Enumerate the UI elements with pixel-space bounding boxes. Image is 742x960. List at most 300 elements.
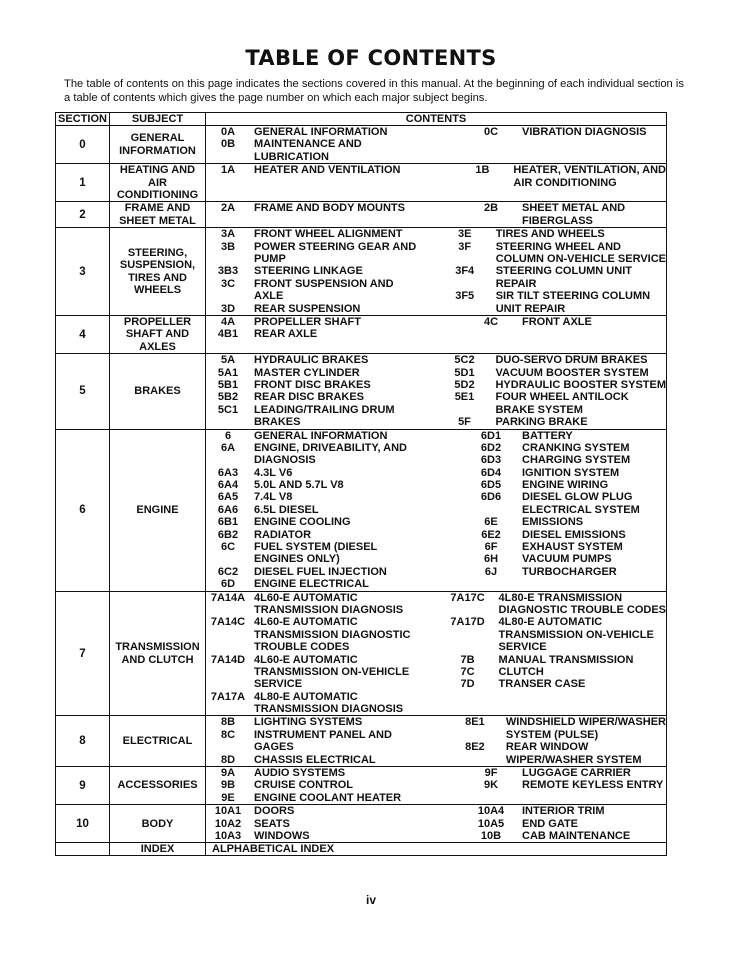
left-contents-column — [206, 805, 464, 842]
left-contents-column — [206, 202, 464, 227]
contents-entry[interactable] — [464, 467, 666, 479]
section-code: 9F — [484, 767, 498, 780]
section-number: 0 — [56, 126, 110, 164]
section-code: 7A17D — [450, 616, 485, 629]
contents-entry[interactable] — [206, 616, 441, 628]
contents-entry[interactable] — [455, 177, 666, 189]
contents-entry[interactable] — [464, 202, 666, 214]
entry-label: VACUUM BOOSTER SYSTEM — [495, 366, 649, 379]
section-code: 8D — [220, 753, 236, 766]
contents-entry[interactable] — [464, 779, 666, 791]
section-code — [206, 678, 250, 690]
entry-label: REAR SUSPENSION — [254, 302, 361, 315]
contents-entry[interactable] — [464, 818, 666, 830]
index-row — [56, 843, 667, 856]
toc-body — [56, 126, 667, 843]
contents-entry[interactable] — [206, 467, 464, 479]
contents-entry[interactable] — [206, 641, 441, 653]
contents-entry[interactable] — [464, 126, 666, 138]
subject-line: HEATING AND — [119, 164, 196, 177]
contents-entry[interactable] — [206, 265, 438, 277]
contents-entry[interactable] — [448, 716, 666, 728]
contents-entry[interactable] — [438, 303, 666, 315]
section-code: 5C1 — [217, 403, 239, 416]
right-contents-column — [464, 202, 666, 227]
contents-entry[interactable] — [441, 678, 666, 690]
contents-entry[interactable] — [206, 629, 441, 641]
contents-entry[interactable] — [441, 641, 666, 653]
entry-label: TURBOCHARGER — [522, 565, 617, 578]
contents-entry[interactable] — [206, 703, 441, 715]
contents-entry[interactable] — [464, 479, 666, 491]
subject-line: AXLES — [139, 340, 176, 353]
entry-label: AXLE — [254, 290, 284, 303]
contents-entry[interactable] — [437, 367, 666, 379]
contents-entry[interactable] — [441, 654, 666, 666]
subject-cell — [110, 202, 206, 228]
section-number: 10 — [56, 805, 110, 843]
entry-label: ENGINE WIRING — [522, 479, 609, 492]
entry-label: DIAGNOSIS — [254, 454, 316, 467]
section-number: 5 — [56, 354, 110, 429]
right-contents-column — [464, 805, 666, 842]
contents-entry[interactable] — [206, 729, 448, 741]
toc-row — [56, 126, 667, 164]
contents-entry[interactable] — [464, 830, 666, 842]
section-code — [206, 253, 250, 265]
contents-entry[interactable] — [206, 404, 437, 416]
subject-line: WHEELS — [133, 283, 182, 296]
section-code — [206, 151, 250, 163]
left-contents-column — [206, 430, 464, 591]
contents-entry[interactable] — [206, 805, 464, 817]
contents-cell — [206, 716, 667, 767]
section-code: 10A3 — [214, 830, 242, 842]
contents-entry[interactable] — [206, 592, 441, 604]
contents-cell — [206, 767, 667, 805]
contents-entry[interactable] — [206, 830, 464, 842]
section-code: 6J — [484, 565, 498, 578]
toc-row — [56, 315, 667, 353]
section-code — [206, 416, 250, 428]
entry-label: MANUAL TRANSMISSION — [498, 653, 634, 666]
contents-entry[interactable] — [464, 454, 666, 466]
contents-entry[interactable] — [448, 754, 666, 766]
subject-line: TIRES AND — [128, 271, 187, 284]
page-title: TABLE OF CONTENTS — [245, 46, 497, 70]
section-code — [441, 604, 495, 616]
entry-label: EXHAUST SYSTEM — [522, 541, 623, 554]
contents-entry[interactable] — [437, 354, 666, 366]
contents-entry[interactable] — [438, 228, 666, 240]
entry-label: SYSTEM (PULSE) — [505, 728, 599, 741]
subject-line: GENERAL — [130, 132, 185, 145]
section-code — [206, 741, 250, 753]
contents-entry[interactable] — [464, 442, 666, 454]
contents-entry[interactable] — [437, 404, 666, 416]
section-code — [206, 703, 250, 715]
contents-entry[interactable] — [441, 666, 666, 678]
entry-label: PROPELLER SHAFT — [254, 315, 361, 328]
contents-entry[interactable] — [464, 553, 666, 565]
contents-entry[interactable] — [441, 604, 666, 616]
entry-label: FRONT DISC BRAKES — [254, 378, 371, 391]
entry-label: BATTERY — [522, 429, 573, 442]
entry-label: TRANSMISSION ON-VEHICLE — [254, 665, 410, 678]
section-code: 5C2 — [454, 354, 475, 367]
entry-label: INSTRUMENT PANEL AND — [254, 728, 392, 741]
section-code — [441, 629, 495, 641]
entry-label: REPAIR — [495, 277, 537, 290]
entry-label: ENGINE COOLANT HEATER — [254, 791, 402, 804]
section-code: 5F — [458, 416, 471, 429]
entry-label: 4L80-E AUTOMATIC — [254, 690, 358, 703]
contents-entry[interactable] — [455, 164, 666, 176]
contents-entry[interactable] — [441, 616, 666, 628]
toc-row — [56, 429, 667, 591]
section-code: 3A — [220, 228, 236, 241]
contents-entry[interactable] — [438, 265, 666, 277]
entry-label: FUEL SYSTEM (DIESEL — [254, 541, 378, 554]
section-code — [206, 290, 250, 302]
section-code: 6C — [220, 541, 236, 554]
section-code: 5B2 — [217, 391, 239, 404]
contents-entry[interactable] — [206, 779, 464, 791]
entry-label: FRONT WHEEL ALIGNMENT — [254, 228, 403, 241]
entry-label: DUO-SERVO DRUM BRAKES — [495, 354, 648, 367]
page-number: iv — [365, 893, 376, 907]
subject-line: ELECTRICAL — [122, 735, 193, 748]
contents-entry[interactable] — [438, 290, 666, 302]
toc-row — [56, 591, 667, 716]
contents-entry[interactable] — [206, 442, 464, 454]
subject-cell — [110, 354, 206, 429]
contents-entry[interactable] — [206, 553, 464, 565]
subject-cell — [110, 591, 206, 716]
section-code — [455, 177, 509, 189]
section-code: 5A1 — [217, 366, 239, 379]
subject-cell — [110, 716, 206, 767]
entry-label: 4L80-E TRANSMISSION — [498, 591, 623, 604]
left-contents-column — [206, 316, 464, 341]
entry-label: MAINTENANCE AND — [254, 138, 362, 151]
entry-label: CHASSIS ELECTRICAL — [254, 753, 376, 766]
entry-label: ENGINE COOLING — [254, 516, 351, 529]
entry-label: TROUBLE CODES — [254, 641, 350, 654]
entry-label: STEERING LINKAGE — [254, 265, 363, 278]
subject-line: TRANSMISSION — [115, 641, 200, 654]
section-code: 5D2 — [454, 378, 475, 391]
entry-label: 7.4L V8 — [254, 491, 293, 504]
left-contents-column — [206, 592, 441, 716]
contents-entry[interactable] — [206, 504, 464, 516]
subject-line: SHAFT AND — [125, 328, 190, 341]
entry-label: RADIATOR — [254, 528, 312, 541]
contents-entry[interactable] — [206, 228, 438, 240]
section-code: 6D — [220, 578, 236, 591]
section-code: 6D4 — [480, 466, 502, 479]
contents-entry[interactable] — [464, 566, 666, 578]
left-contents-column — [206, 716, 448, 766]
contents-entry[interactable] — [206, 379, 437, 391]
contents-cell — [206, 591, 667, 716]
entry-label: BRAKE SYSTEM — [495, 403, 583, 416]
contents-entry[interactable] — [206, 253, 438, 265]
section-code: 2B — [483, 202, 499, 215]
contents-entry[interactable] — [464, 316, 666, 328]
entry-label: 4.3L V6 — [254, 466, 293, 479]
entry-label: DOORS — [254, 805, 295, 818]
contents-entry[interactable] — [206, 354, 437, 366]
entry-label: 4L80-E AUTOMATIC — [498, 616, 603, 629]
entry-label: CRUISE CONTROL — [254, 779, 353, 792]
subject-line: SHEET METAL — [119, 214, 196, 227]
section-code: 6B1 — [217, 516, 239, 529]
entry-label: 6.5L DIESEL — [254, 503, 319, 516]
entry-label: WIPER/WASHER SYSTEM — [505, 753, 642, 766]
entry-label: WINDOWS — [254, 830, 310, 842]
contents-entry[interactable] — [441, 629, 666, 641]
contents-entry[interactable] — [206, 164, 455, 176]
contents-entry[interactable] — [438, 253, 666, 265]
section-code: 8E1 — [465, 716, 485, 729]
subject-cell — [110, 228, 206, 316]
section-code: 3E — [457, 228, 472, 241]
contents-entry[interactable] — [206, 367, 437, 379]
entry-label: HYDRAULIC BRAKES — [254, 354, 369, 367]
contents-entry[interactable] — [206, 792, 464, 804]
contents-entry[interactable] — [206, 767, 464, 779]
section-code: 3D — [220, 302, 236, 315]
contents-entry[interactable] — [441, 592, 666, 604]
section-code — [448, 754, 502, 766]
entry-label: ELECTRICAL SYSTEM — [522, 503, 640, 516]
section-code: 3C — [220, 277, 236, 290]
contents-entry[interactable] — [206, 151, 464, 163]
contents-entry[interactable] — [437, 416, 666, 428]
subject-line: BRAKES — [134, 385, 181, 398]
section-code: 9B — [220, 779, 236, 792]
entry-label: IGNITION SYSTEM — [522, 466, 620, 479]
section-code — [206, 629, 250, 641]
section-code: 3F5 — [455, 290, 475, 303]
contents-entry[interactable] — [206, 430, 464, 442]
section-code: 7C — [460, 665, 475, 678]
entry-label: REAR WINDOW — [505, 741, 589, 754]
section-code — [206, 553, 250, 565]
section-code: 4A — [220, 315, 236, 328]
entry-label: REAR AXLE — [254, 328, 318, 341]
section-code — [438, 278, 492, 290]
entry-label: PARKING BRAKE — [495, 416, 588, 429]
entry-label: TRANSMISSION DIAGNOSIS — [254, 703, 404, 716]
contents-entry[interactable] — [206, 541, 464, 553]
contents-entry[interactable] — [206, 454, 464, 466]
subject-header: SUBJECT — [110, 113, 206, 126]
contents-entry[interactable] — [448, 729, 666, 741]
section-code: 5B1 — [217, 378, 239, 391]
entry-label: CAB MAINTENANCE — [522, 830, 631, 842]
toc-row — [56, 228, 667, 316]
contents-entry[interactable] — [206, 716, 448, 728]
entry-label: SIR TILT STEERING COLUMN — [495, 290, 651, 303]
subject-line: FRAME AND — [124, 202, 191, 215]
section-code: 7B — [460, 653, 475, 666]
entry-label: POWER STEERING GEAR AND — [254, 240, 417, 253]
contents-entry[interactable] — [206, 416, 437, 428]
subject-cell — [110, 126, 206, 164]
section-code: 6E — [484, 516, 498, 529]
section-code: 9E — [221, 791, 235, 804]
left-contents-column — [206, 164, 455, 189]
right-contents-column — [438, 228, 666, 315]
entry-label: REAR DISC BRAKES — [254, 391, 365, 404]
entry-label: SERVICE — [254, 678, 303, 691]
left-contents-column — [206, 767, 464, 804]
section-code: 9A — [220, 767, 236, 780]
contents-entry[interactable] — [464, 430, 666, 442]
right-contents-column — [441, 592, 666, 716]
contents-entry[interactable] — [206, 678, 441, 690]
contents-entry[interactable] — [464, 516, 666, 528]
contents-entry[interactable] — [464, 541, 666, 553]
contents-entry[interactable] — [448, 741, 666, 753]
section-number: 8 — [56, 716, 110, 767]
section-code: 2A — [220, 202, 236, 215]
entry-label: REMOTE KEYLESS ENTRY — [522, 779, 664, 792]
section-number: 3 — [56, 228, 110, 316]
contents-entry[interactable] — [206, 126, 464, 138]
contents-entry[interactable] — [206, 491, 464, 503]
contents-entry[interactable] — [206, 566, 464, 578]
entry-label: HYDRAULIC BOOSTER SYSTEM — [495, 378, 666, 391]
section-code — [206, 604, 250, 616]
section-number: 2 — [56, 202, 110, 228]
section-code: 6H — [483, 553, 499, 566]
contents-entry[interactable] — [206, 741, 448, 753]
contents-entry[interactable] — [206, 479, 464, 491]
left-contents-column — [206, 228, 438, 315]
entry-label: DIESEL GLOW PLUG — [522, 491, 633, 504]
section-code — [464, 504, 518, 516]
contents-entry[interactable] — [206, 818, 464, 830]
contents-header: CONTENTS — [206, 113, 667, 126]
subject-cell — [110, 429, 206, 591]
contents-entry[interactable] — [206, 278, 438, 290]
contents-entry[interactable] — [437, 379, 666, 391]
section-code — [438, 303, 492, 315]
entry-label: SEATS — [254, 817, 290, 830]
entry-label: VACUUM PUMPS — [522, 553, 612, 566]
section-code: 8C — [220, 728, 236, 741]
entry-label: ENGINE ELECTRICAL — [254, 578, 369, 591]
contents-entry[interactable] — [438, 278, 666, 290]
contents-entry[interactable] — [206, 604, 441, 616]
contents-entry[interactable] — [206, 529, 464, 541]
contents-entry[interactable] — [206, 202, 464, 214]
contents-entry[interactable] — [206, 328, 464, 340]
contents-entry[interactable] — [206, 316, 464, 328]
subject-line: ACCESSORIES — [117, 779, 198, 792]
entry-label: 4L60-E AUTOMATIC — [254, 616, 358, 629]
entry-label: LIGHTING SYSTEMS — [254, 716, 363, 729]
toc-header-row — [56, 113, 667, 126]
toc-row — [56, 716, 667, 767]
entry-label: DIAGNOSTIC TROUBLE CODES — [498, 603, 666, 616]
section-code: 6D6 — [480, 491, 502, 504]
right-contents-column — [437, 354, 666, 428]
subject-cell — [110, 767, 206, 805]
contents-entry[interactable] — [438, 241, 666, 253]
section-code: 6A — [220, 441, 236, 454]
index-contents[interactable]: ALPHABETICAL INDEX — [212, 843, 335, 856]
contents-entry[interactable] — [206, 654, 441, 666]
section-code: 10A1 — [214, 805, 242, 818]
contents-entry[interactable] — [464, 215, 666, 227]
entry-label: FRONT AXLE — [522, 315, 592, 328]
section-code: 6A3 — [217, 466, 239, 479]
contents-entry[interactable] — [464, 504, 666, 516]
right-contents-column — [464, 316, 666, 341]
section-code — [206, 641, 250, 653]
contents-entry[interactable] — [206, 578, 464, 590]
contents-cell — [206, 126, 667, 164]
contents-entry[interactable] — [206, 516, 464, 528]
section-code: 6E2 — [481, 528, 501, 541]
section-number: 9 — [56, 767, 110, 805]
contents-entry[interactable] — [464, 529, 666, 541]
subject-line: INFORMATION — [119, 144, 196, 157]
section-code: 7A17C — [450, 591, 485, 604]
subject-cell — [110, 315, 206, 353]
section-code: 9K — [483, 779, 499, 792]
contents-entry[interactable] — [206, 391, 437, 403]
section-code — [206, 454, 250, 466]
section-code: 0C — [483, 126, 499, 138]
entry-label: AIR CONDITIONING — [513, 176, 617, 189]
entry-label: TIRES AND WHEELS — [495, 228, 605, 241]
contents-entry[interactable] — [464, 767, 666, 779]
left-contents-column — [206, 126, 464, 163]
contents-entry[interactable] — [206, 138, 464, 150]
entry-label: AUDIO SYSTEMS — [254, 767, 346, 780]
contents-cell — [206, 805, 667, 843]
contents-entry[interactable] — [206, 290, 438, 302]
entry-label: LEADING/TRAILING DRUM — [254, 403, 395, 416]
contents-entry[interactable] — [437, 391, 666, 403]
section-code: 7A17A — [210, 690, 246, 703]
entry-label: MASTER CYLINDER — [254, 366, 360, 379]
section-code: 10B — [480, 830, 502, 842]
entry-label: WINDSHIELD WIPER/WASHER — [505, 716, 666, 729]
contents-entry[interactable] — [206, 754, 448, 766]
section-code: 5E1 — [454, 391, 475, 404]
section-code: 10A2 — [214, 817, 242, 830]
contents-entry[interactable] — [206, 691, 441, 703]
section-code — [437, 404, 491, 416]
entry-label: 5.0L AND 5.7L V8 — [254, 479, 344, 492]
right-contents-column — [448, 716, 666, 766]
contents-entry[interactable] — [206, 666, 441, 678]
subject-line: SUSPENSION, — [119, 259, 196, 272]
contents-entry[interactable] — [206, 241, 438, 253]
section-header: SECTION — [56, 113, 110, 126]
section-code: 8E2 — [465, 741, 485, 754]
left-contents-column — [206, 354, 437, 428]
contents-entry[interactable] — [464, 805, 666, 817]
contents-entry[interactable] — [206, 303, 438, 315]
contents-entry[interactable] — [464, 491, 666, 503]
